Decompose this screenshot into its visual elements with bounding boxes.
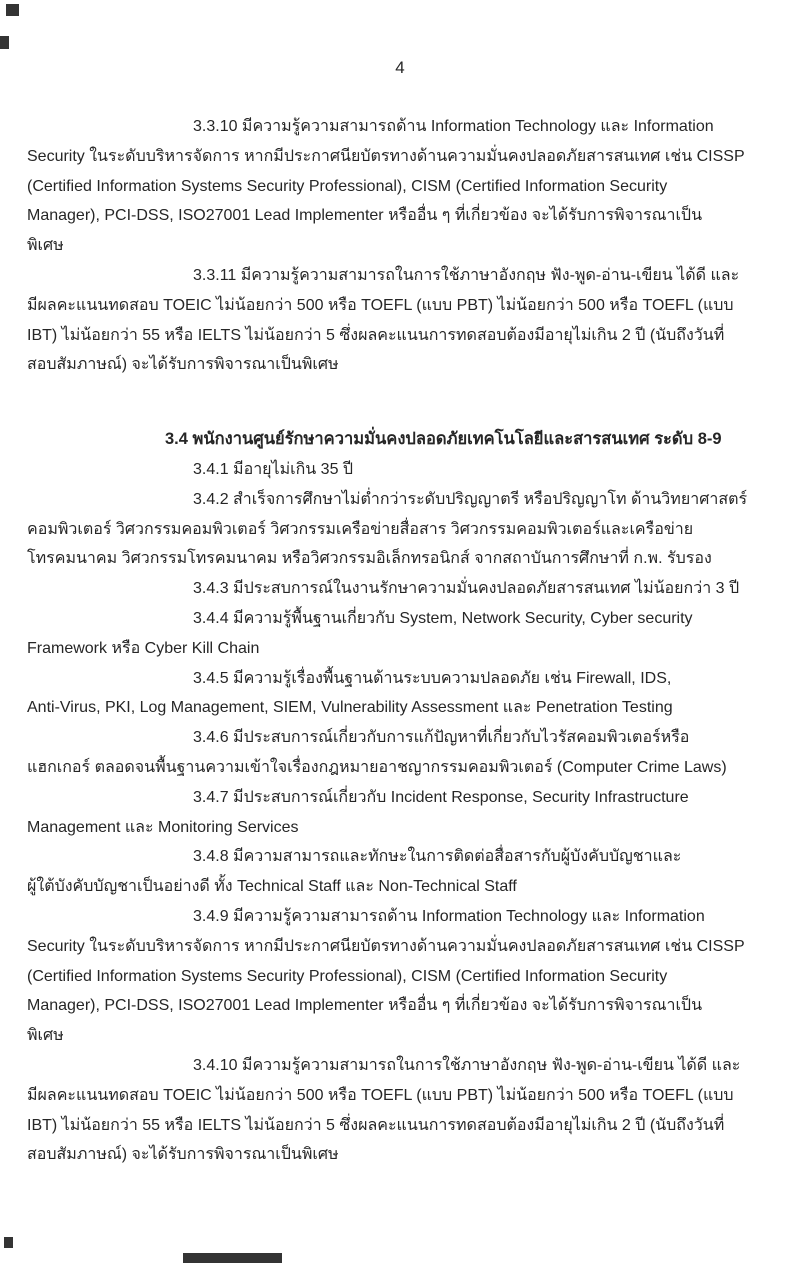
text-line: Security ในระดับบริหารจัดการ หากมีประกาศนียบัตรทางด้านความมั่นคงปลอดภัยสารสนเทศ เช่น CISSP [27, 937, 745, 955]
text-line: IBT) ไม่น้อยกว่า 55 หรือ IELTS ไม่น้อยกว่า 5 ซึ่งผลคะแนนการทดสอบต้องมีอายุไม่เกิน 2 ปี (นับถึงวันที่ [27, 326, 725, 344]
text-line: 3.4.1 มีอายุไม่เกิน 35 ปี [193, 460, 354, 478]
text-line: แฮกเกอร์ ตลอดจนพื้นฐานความเข้าใจเรื่องกฎหมายอาชญากรรมคอมพิวเตอร์ (Computer Crime Laws) [27, 758, 727, 776]
scan-artifact [6, 4, 19, 16]
text-line: (Certified Information Systems Security Professional), CISM (Certified Information Security [27, 967, 668, 985]
text-line: 3.4.4 มีความรู้พื้นฐานเกี่ยวกับ System, Network Security, Cyber security [193, 609, 693, 627]
text-line: สอบสัมภาษณ์) จะได้รับการพิจารณาเป็นพิเศษ [27, 356, 339, 374]
text-line: 3.4.3 มีประสบการณ์ในงานรักษาความมั่นคงปลอดภัยสารสนเทศ ไม่น้อยกว่า 3 ปี [193, 580, 740, 598]
text-line: มีผลคะแนนทดสอบ TOEIC ไม่น้อยกว่า 500 หรือ TOEFL (แบบ PBT) ไม่น้อยกว่า 500 หรือ TOEFL (แบบ [27, 1086, 734, 1104]
text-line: มีผลคะแนนทดสอบ TOEIC ไม่น้อยกว่า 500 หรือ TOEFL (แบบ PBT) ไม่น้อยกว่า 500 หรือ TOEFL (แบบ [27, 296, 734, 314]
text-line: Management และ Monitoring Services [27, 818, 299, 836]
scan-artifact [0, 36, 9, 49]
text-line: 3.4.10 มีความรู้ความสามารถในการใช้ภาษาอังกฤษ ฟัง-พูด-อ่าน-เขียน ได้ดี และ [193, 1056, 741, 1074]
scan-artifact [183, 1253, 282, 1263]
paragraph-3-4-1 [27, 455, 773, 485]
text-line: 3.3.11 มีความรู้ความสามารถในการใช้ภาษาอังกฤษ ฟัง-พูด-อ่าน-เขียน ได้ดี และ [193, 266, 740, 284]
paragraph-3-4-8 [27, 842, 773, 902]
page-number: 4 [395, 58, 405, 77]
text-line: พิเศษ [27, 1027, 64, 1045]
text-line: Anti-Virus, PKI, Log Management, SIEM, Vulnerability Assessment และ Penetration Testing [27, 699, 673, 717]
text-line: 3.3.10 มีความรู้ความสามารถด้าน Information Technology และ Information [193, 118, 714, 135]
text-line: สอบสัมภาษณ์) จะได้รับการพิจารณาเป็นพิเศษ [27, 1146, 339, 1164]
text-line: 3.4.9 มีความรู้ความสามารถด้าน Information Technology และ Information [193, 907, 705, 925]
paragraph-3-4-5 [27, 664, 773, 724]
paragraph-3-3-11 [27, 261, 773, 380]
paragraph-3-4-7 [27, 783, 773, 843]
text-line: 3.4.7 มีประสบการณ์เกี่ยวกับ Incident Response, Security Infrastructure [193, 788, 689, 806]
text-line: 3.4.5 มีความรู้เรื่องพื้นฐานด้านระบบความปลอดภัย เช่น Firewall, IDS, [193, 669, 672, 687]
scan-artifact [4, 1237, 13, 1248]
text-line: พิเศษ [27, 237, 64, 255]
text-line: Manager), PCI-DSS, ISO27001 Lead Implementer หรืออื่น ๆ ที่เกี่ยวข้อง จะได้รับการพิจารณาเป็น [27, 997, 703, 1015]
document-content [27, 112, 773, 1170]
paragraph-3-3-10 [27, 112, 773, 261]
text-line: (Certified Information Systems Security Professional), CISM (Certified Information Security [27, 177, 668, 195]
text-line: 3.4.2 สำเร็จการศึกษาไม่ต่ำกว่าระดับปริญญาตรี หรือปริญญาโท ด้านวิทยาศาสตร์ [193, 490, 748, 508]
text-line: 3.4.8 มีความสามารถและทักษะในการติดต่อสื่อสารกับผู้บังคับบัญชาและ [193, 848, 682, 866]
text-line: Security ในระดับบริหารจัดการ หากมีประกาศนียบัตรทางด้านความมั่นคงปลอดภัยสารสนเทศ เช่น CISSP [27, 147, 745, 165]
text-line: 3.4 พนักงานศูนย์รักษาความมั่นคงปลอดภัยเทคโนโลยีและสารสนเทศ ระดับ 8-9 [165, 430, 722, 449]
text-line: ผู้ใต้บังคับบัญชาเป็นอย่างดี ทั้ง Technical Staff และ Non-Technical Staff [27, 878, 517, 896]
text-line: คอมพิวเตอร์ วิศวกรรมคอมพิวเตอร์ วิศวกรรมเครือข่ายสื่อสาร วิศวกรรมคอมพิวเตอร์และเครือข่าย [27, 520, 694, 538]
paragraph-3-4-9 [27, 902, 773, 1051]
paragraph-3-4-heading [27, 425, 773, 455]
paragraph-3-4-4 [27, 604, 773, 664]
text-line: Framework หรือ Cyber Kill Chain [27, 639, 260, 657]
text-line: โทรคมนาคม วิศวกรรมโทรคมนาคม หรือวิศวกรรมอิเล็กทรอนิกส์ จากสถาบันการศึกษาที่ ก.พ. รับรอง [27, 550, 712, 568]
paragraph-3-4-3 [27, 574, 773, 604]
text-line: Manager), PCI-DSS, ISO27001 Lead Implementer หรืออื่น ๆ ที่เกี่ยวข้อง จะได้รับการพิจารณาเป็น [27, 207, 703, 225]
paragraph-3-4-10 [27, 1051, 773, 1170]
text-line: IBT) ไม่น้อยกว่า 55 หรือ IELTS ไม่น้อยกว่า 5 ซึ่งผลคะแนนการทดสอบต้องมีอายุไม่เกิน 2 ปี (นับถึงวันที่ [27, 1116, 725, 1134]
text-line: 3.4.6 มีประสบการณ์เกี่ยวกับการแก้ปัญหาที่เกี่ยวกับไวรัสคอมพิวเตอร์หรือ [193, 729, 690, 747]
paragraph-3-4-6 [27, 723, 773, 783]
paragraph-3-4-2 [27, 485, 773, 574]
